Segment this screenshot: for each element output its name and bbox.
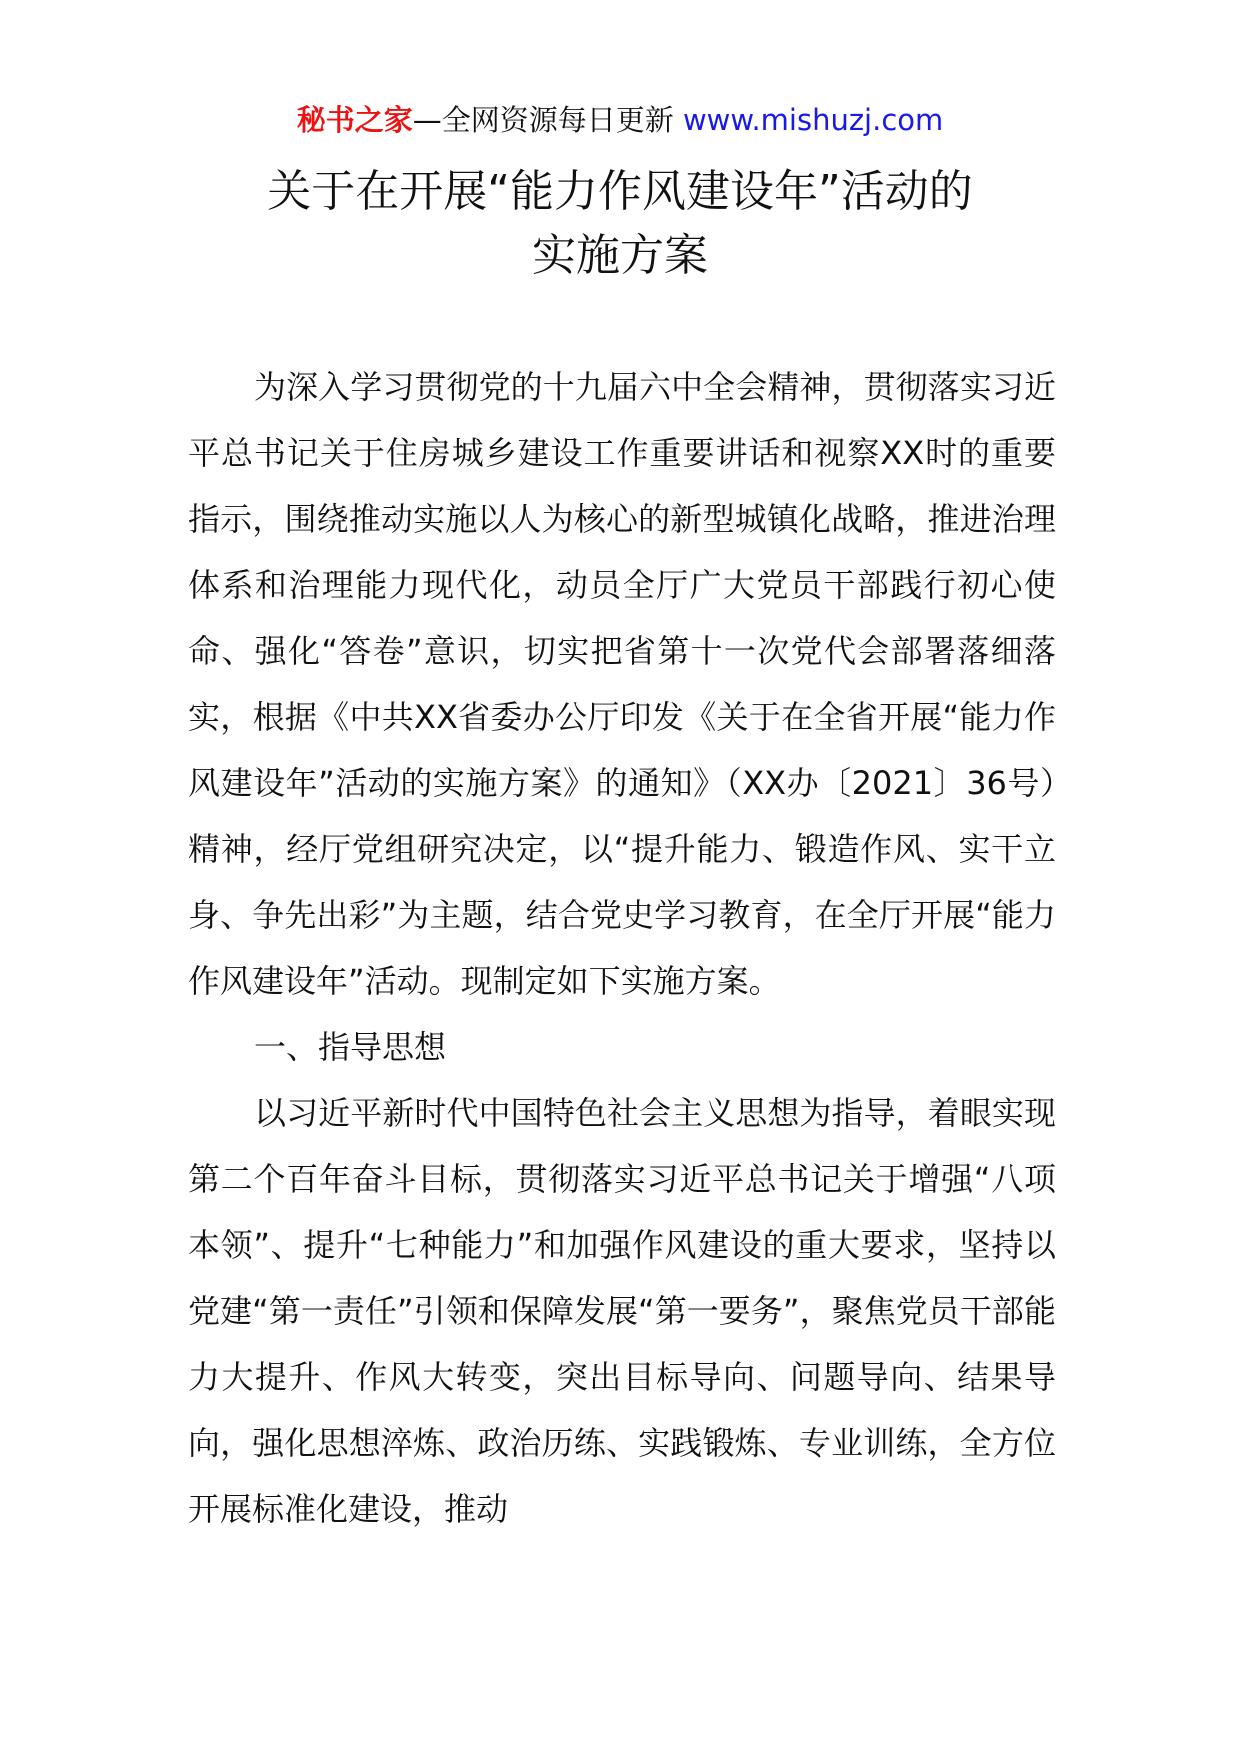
site-header-banner <box>0 100 1240 140</box>
document-title-line-2: 实施方案 <box>532 230 708 281</box>
intro-paragraph: 为深入学习贯彻党的十九届六中全会精神，贯彻落实习近平总书记关于住房城乡建设工作重要讲话和视察XX时的重要指示，围绕推动实施以人为核心的新型城镇化战略，推进治理体系和治理能力现代化，动员全厅广大党员干部践行初心使命、强化“答卷”意识，切实把省第十一次党代会部署落细落实，根据《中共XX省委办公厅印发《关于在全省开展“能力作风建设年”活动的实施方案》的通知》（XX办〔2021〕36号）精神，经厅党组研究决定，以“提升能力、锻造作风、实干立身、争先出彩”为主题，结合党史学习教育，在全厅开展“能力作风建设年”活动。现制定如下实施方案。 <box>188 368 1056 1000</box>
document-title-line-1: 关于在开展“能力作风建设年”活动的 <box>267 166 973 217</box>
document-body <box>188 354 1056 1542</box>
section-heading-guiding-ideology: 一、指导思想 <box>254 1028 447 1066</box>
site-brand: 秘书之家 <box>296 103 413 137</box>
section-paragraph-guiding-ideology: 以习近平新时代中国特色社会主义思想为指导，着眼实现第二个百年奋斗目标，贯彻落实习近平总书记关于增强“八项本领”、提升“七种能力”和加强作风建设的重大要求，坚持以党建“第一责任”引领和保障发展“第一要务”，聚焦党员干部能力大提升、作风大转变，突出目标导向、问题导向、结果导向，强化思想淬炼、政治历练、实践锻炼、专业训练，全方位开展标准化建设，推动 <box>188 1094 1056 1528</box>
document-title <box>0 160 1240 288</box>
site-tagline: —全网资源每日更新 <box>412 103 683 137</box>
site-url-link[interactable]: www.mishuzj.com <box>682 103 944 137</box>
